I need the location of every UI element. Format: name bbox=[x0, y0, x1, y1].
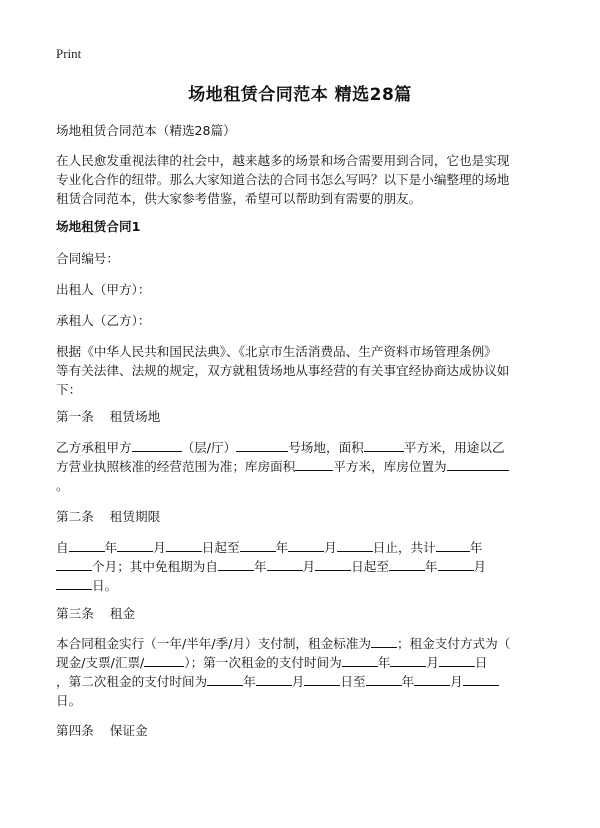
blank-field bbox=[207, 672, 243, 686]
blank-field bbox=[56, 557, 92, 571]
text-segment: 年 bbox=[253, 559, 267, 574]
text-segment: 年 bbox=[104, 540, 118, 555]
text-segment: 日起至 bbox=[351, 559, 389, 574]
text-segment: 日。 bbox=[92, 578, 118, 593]
article-1-heading-text: 第一条 租赁场地 bbox=[56, 409, 161, 424]
article-3-body bbox=[56, 634, 548, 710]
intro-line: 租赁合同范本，供大家参考借鉴，希望可以帮助到有需要的朋友。 bbox=[56, 191, 422, 206]
blank-field bbox=[295, 457, 333, 471]
text-segment: 月 bbox=[153, 540, 166, 555]
text-segment: 平方米，用途以乙 bbox=[403, 440, 505, 455]
blank-field bbox=[390, 653, 426, 667]
text-segment: ；租金支付方式为（ bbox=[396, 636, 511, 651]
text-segment: 乙方承租甲方 bbox=[56, 440, 132, 455]
blank-field bbox=[438, 557, 474, 571]
blank-field bbox=[144, 653, 184, 667]
blank-field bbox=[414, 672, 450, 686]
blank-field bbox=[236, 438, 288, 452]
page-title: 场地租赁合同范本 精选28篇 bbox=[188, 85, 412, 105]
lessee-label: 承租人（乙方）： bbox=[56, 313, 151, 328]
text-segment: 年 bbox=[469, 540, 483, 555]
blank-field bbox=[240, 538, 276, 552]
blank-field bbox=[389, 557, 425, 571]
text-segment: 日止，共计 bbox=[372, 540, 436, 555]
basis-line: 等有关法律、法规的规定，双方就租赁场地从事经营的有关事宜经协商达成协议如 bbox=[56, 363, 510, 378]
intro-line: 在人民愈发重视法律的社会中，越来越多的场景和场合需要用到合同，它也是实现 bbox=[56, 153, 510, 168]
subtitle bbox=[56, 121, 548, 140]
article-4-heading-text: 第四条 保证金 bbox=[56, 723, 148, 738]
blank-field bbox=[166, 538, 202, 552]
text-segment: 月 bbox=[426, 655, 439, 670]
article-3-heading-text: 第三条 租金 bbox=[56, 606, 135, 621]
intro-line: 专业化合作的纽带。那么大家知道合法的合同书怎么写吗？以下是小编整理的场地 bbox=[56, 172, 510, 187]
print-label: Print bbox=[56, 46, 82, 61]
blank-field bbox=[371, 634, 397, 648]
text-segment: 平方米，库房位置为 bbox=[333, 459, 447, 474]
basis-line: 根据《中华人民共和国民法典》、《北京市生活消费品、生产资料市场管理条例》 bbox=[56, 344, 497, 359]
blank-field bbox=[256, 672, 292, 686]
lessee bbox=[56, 311, 548, 330]
article-1-heading bbox=[56, 407, 548, 426]
blank-field bbox=[117, 538, 153, 552]
contract-number bbox=[56, 249, 548, 268]
lessor bbox=[56, 280, 548, 299]
text-segment: 方营业执照核准的经营范围为准；库房面积 bbox=[56, 459, 296, 474]
text-segment: 日起至 bbox=[201, 540, 240, 555]
blank-field bbox=[56, 576, 92, 590]
section-heading-text: 场地租赁合同1 bbox=[56, 219, 141, 234]
blank-field bbox=[288, 538, 324, 552]
text-segment: 现金/支票/汇票/ bbox=[56, 655, 145, 670]
text-segment: 年 bbox=[275, 540, 289, 555]
blank-field bbox=[366, 672, 402, 686]
basis-line: 下： bbox=[56, 382, 82, 397]
lessor-label: 出租人（甲方）： bbox=[56, 282, 151, 297]
blank-field bbox=[463, 672, 499, 686]
blank-field bbox=[436, 538, 470, 552]
text-segment: 日 bbox=[474, 655, 488, 670]
text-segment: ，第二次租金的支付时间为 bbox=[56, 674, 208, 689]
text-segment: 月 bbox=[291, 674, 305, 689]
blank-field bbox=[337, 538, 373, 552]
text-segment: 年 bbox=[424, 559, 438, 574]
text-segment: 年 bbox=[401, 674, 415, 689]
text-segment: 个月；其中免租期为自 bbox=[92, 559, 218, 574]
blank-field bbox=[132, 438, 182, 452]
text-segment: 本合同租金实行（一年/半年/季/月）支付制，租金标准为 bbox=[56, 636, 371, 651]
section-heading bbox=[56, 217, 548, 236]
text-segment: 自 bbox=[56, 540, 69, 555]
text-segment: 日至 bbox=[340, 674, 366, 689]
blank-field bbox=[364, 438, 404, 452]
article-2-body bbox=[56, 538, 548, 595]
text-segment: 年 bbox=[377, 655, 391, 670]
article-2-heading-text: 第二条 租赁期限 bbox=[56, 509, 161, 524]
text-segment: 年 bbox=[243, 674, 256, 689]
text-segment: 日。 bbox=[56, 693, 82, 708]
text-segment: 月 bbox=[450, 674, 463, 689]
blank-field bbox=[315, 557, 351, 571]
text-segment: （层/厅） bbox=[181, 440, 237, 455]
intro-paragraph bbox=[56, 151, 548, 208]
text-segment: ）；第一次租金的支付时间为 bbox=[184, 655, 342, 670]
article-4-heading bbox=[56, 721, 548, 740]
blank-field bbox=[439, 653, 475, 667]
blank-field bbox=[69, 538, 105, 552]
blank-field bbox=[218, 557, 254, 571]
article-1-body bbox=[56, 438, 548, 495]
basis-paragraph bbox=[56, 342, 548, 399]
text-segment: 月 bbox=[302, 559, 316, 574]
subtitle-text: 场地租赁合同范本（精选28篇） bbox=[56, 123, 236, 138]
blank-field bbox=[447, 457, 509, 471]
blank-field bbox=[304, 672, 340, 686]
blank-field bbox=[342, 653, 378, 667]
text-segment: 号场地，面积 bbox=[288, 440, 364, 455]
article-2-heading bbox=[56, 507, 548, 526]
article-3-heading bbox=[56, 604, 548, 623]
contract-number-label: 合同编号： bbox=[56, 251, 119, 266]
text-segment: 月 bbox=[324, 540, 337, 555]
text-segment: 月 bbox=[473, 559, 487, 574]
text-segment: 。 bbox=[56, 478, 69, 493]
blank-field bbox=[267, 557, 303, 571]
